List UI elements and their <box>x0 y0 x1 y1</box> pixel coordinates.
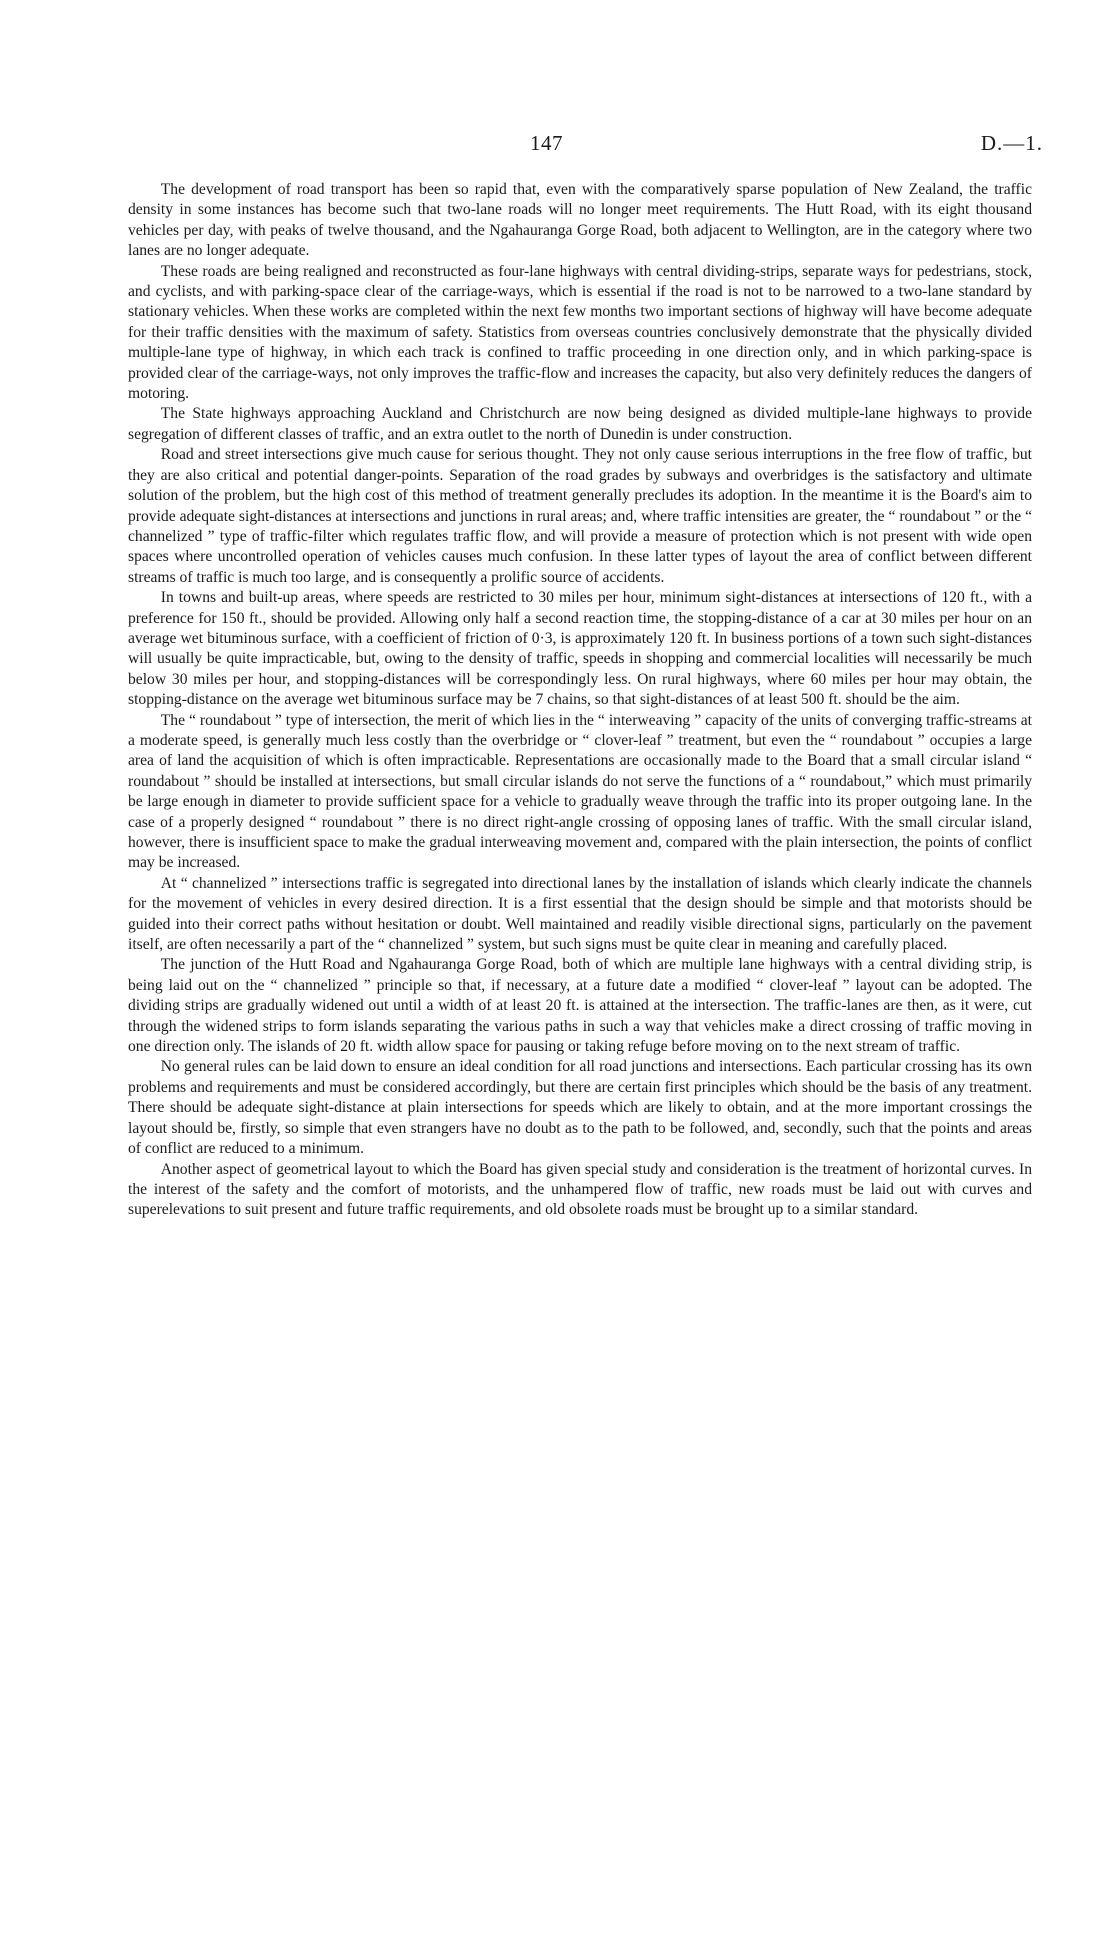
page-header <box>0 131 1114 161</box>
paragraph-general-rules: No general rules can be laid down to ensure an ideal condition for all road junctions and intersections. Each particular crossing has its own problems and requirements and must be considered accordingly, but there are certain first principles which should be the basis of any treatment. There should be adequate sight-distance at plain intersections for speeds which are likely to obtain, and at the more important crossings the layout should be, firstly, so simple that even strangers have no doubt as to the path to be followed, and, secondly, such that the points and areas of conflict are reduced to a minimum. <box>128 1058 1032 1158</box>
paragraph-sight-distances: In towns and built-up areas, where speeds are restricted to 30 miles per hour, minimum sight-distances at intersections of 120 ft., with a preference for 150 ft., should be provided. Allowing only half a second reaction time, the stopping-distance of a car at 30 miles per hour on an average wet bituminous surface, with a coefficient of friction of 0·3, is approximately 120 ft. In business portions of a town such sight-distances will usually be quite impracticable, but, owing to the density of traffic, speeds in shopping and commercial localities will necessarily be much below 30 miles per hour, and stopping-distances will be correspondingly less. On rural highways, where 60 miles per hour may obtain, the stopping-distance on the average wet bituminous surface may be 7 chains, so that sight-distances of at least 500 ft. should be the aim. <box>128 589 1032 709</box>
document-reference: D.—1. <box>980 131 1043 155</box>
paragraph-horizontal-curves: Another aspect of geometrical layout to which the Board has given special study and consideration is the treatment of horizontal curves. In the interest of the safety and the comfort of motorists, and the unhampered flow of traffic, new roads must be laid out with curves and superelevations to suit present and future traffic requirements, and old obsolete roads must be brought up to a similar standard. <box>128 1160 1032 1219</box>
paragraph-four-lane-highways: These roads are being realigned and reconstructed as four-lane highways with central dividing-strips, separate ways for pedestrians, stock, and cyclists, and with parking-space clear of the carriage-ways, which is essential if the road is not to be narrowed to a two-lane standard by stationary vehicles. When these works are completed within the next few months two important sections of highway will have become adequate for their traffic densities with the maximum of safety. Statistics from overseas countries conclusively demonstrate that the physically divided multiple-lane type of highway, in which each track is confined to traffic proceeding in one direction only, and in which parking-space is provided clear of the carriage-ways, not only improves the traffic-flow and increases the capacity, but also very definitely reduces the dangers of motoring. <box>128 262 1032 403</box>
paragraph-state-highways: The State highways approaching Auckland and Christchurch are now being designed as divided multiple-lane highways to provide segregation of different classes of traffic, and an extra outlet to the north of Dunedin is under construction. <box>128 405 1032 443</box>
paragraph-traffic-density: The development of road transport has been so rapid that, even with the comparatively sparse population of New Zealand, the traffic density in some instances has become such that two-lane roads will no longer meet requirements. The Hutt Road, with its eight thousand vehicles per day, with peaks of twelve thousand, and the Ngahauranga Gorge Road, both adjacent to Wellington, are in the category where two lanes are no longer adequate. <box>128 181 1032 260</box>
paragraph-roundabout: The “ roundabout ” type of intersection, the merit of which lies in the “ interweaving ” capacity of the units of converging traffic-streams at a moderate speed, is generally much less costly than the overbridge or “ clover-leaf ” treatment, but even the “ roundabout ” occupies a large area of land the acquisition of which is often impracticable. Representations are occasionally made to the Board that a small circular island “ roundabout ” should be installed at intersections, but small circular islands do not serve the functions of a “ roundabout,” which must primarily be large enough in diameter to provide sufficient space for a vehicle to gradually weave through the traffic into its proper outgoing lane. In the case of a properly designed “ roundabout ” there is no direct right-angle crossing of opposing lanes of traffic. With the small circular island, however, there is insufficient space to make the gradual interweaving movement and, compared with the plain intersection, the points of conflict may be increased. <box>128 711 1032 872</box>
page-number: 147 <box>530 131 563 155</box>
paragraph-hutt-junction: The junction of the Hutt Road and Ngahauranga Gorge Road, both of which are multiple lane highways with a central dividing strip, is being laid out on the “ channelized ” principle so that, if necessary, at a future date a modified “ clover-leaf ” layout can be adopted. The dividing strips are gradually widened out until a width of at least 20 ft. is attained at the intersection. The traffic-lanes are then, as it were, cut through the widened strips to form islands separating the various paths in such a way that vehicles make a direct crossing of traffic moving in one direction only. The islands of 20 ft. width allow space for pausing or taking refuge before moving on to the next stream of traffic. <box>128 956 1032 1056</box>
paragraph-channelized: At “ channelized ” intersections traffic is segregated into directional lanes by the installation of islands which clearly indicate the channels for the movement of vehicles in every desired direction. It is a first essential that the design should be simple and that motorists should be guided into their correct paths without hesitation or doubt. Well maintained and readily visible directional signs, particularly on the pavement itself, are often necessarily a part of the “ channelized ” system, but such signs must be quite clear in meaning and carefully placed. <box>128 874 1032 954</box>
body-text <box>128 180 1032 1221</box>
paragraph-intersections: Road and street intersections give much cause for serious thought. They not only cause serious interruptions in the free flow of traffic, but they are also critical and potential danger-points. Separation of the road grades by subways and overbridges is the satisfactory and ultimate solution of the problem, but the high cost of this method of treatment generally precludes its adoption. In the meantime it is the Board's aim to provide adequate sight-distances at intersections and junctions in rural areas; and, where traffic intensities are greater, the “ roundabout ” or the “ channelized ” type of traffic-filter which regulates traffic flow, and will provide a measure of protection which is not present with wide open spaces where uncontrolled operation of vehicles causes much confusion. In these latter types of layout the area of conflict between different streams of traffic is much too large, and is consequently a prolific source of accidents. <box>128 446 1032 586</box>
